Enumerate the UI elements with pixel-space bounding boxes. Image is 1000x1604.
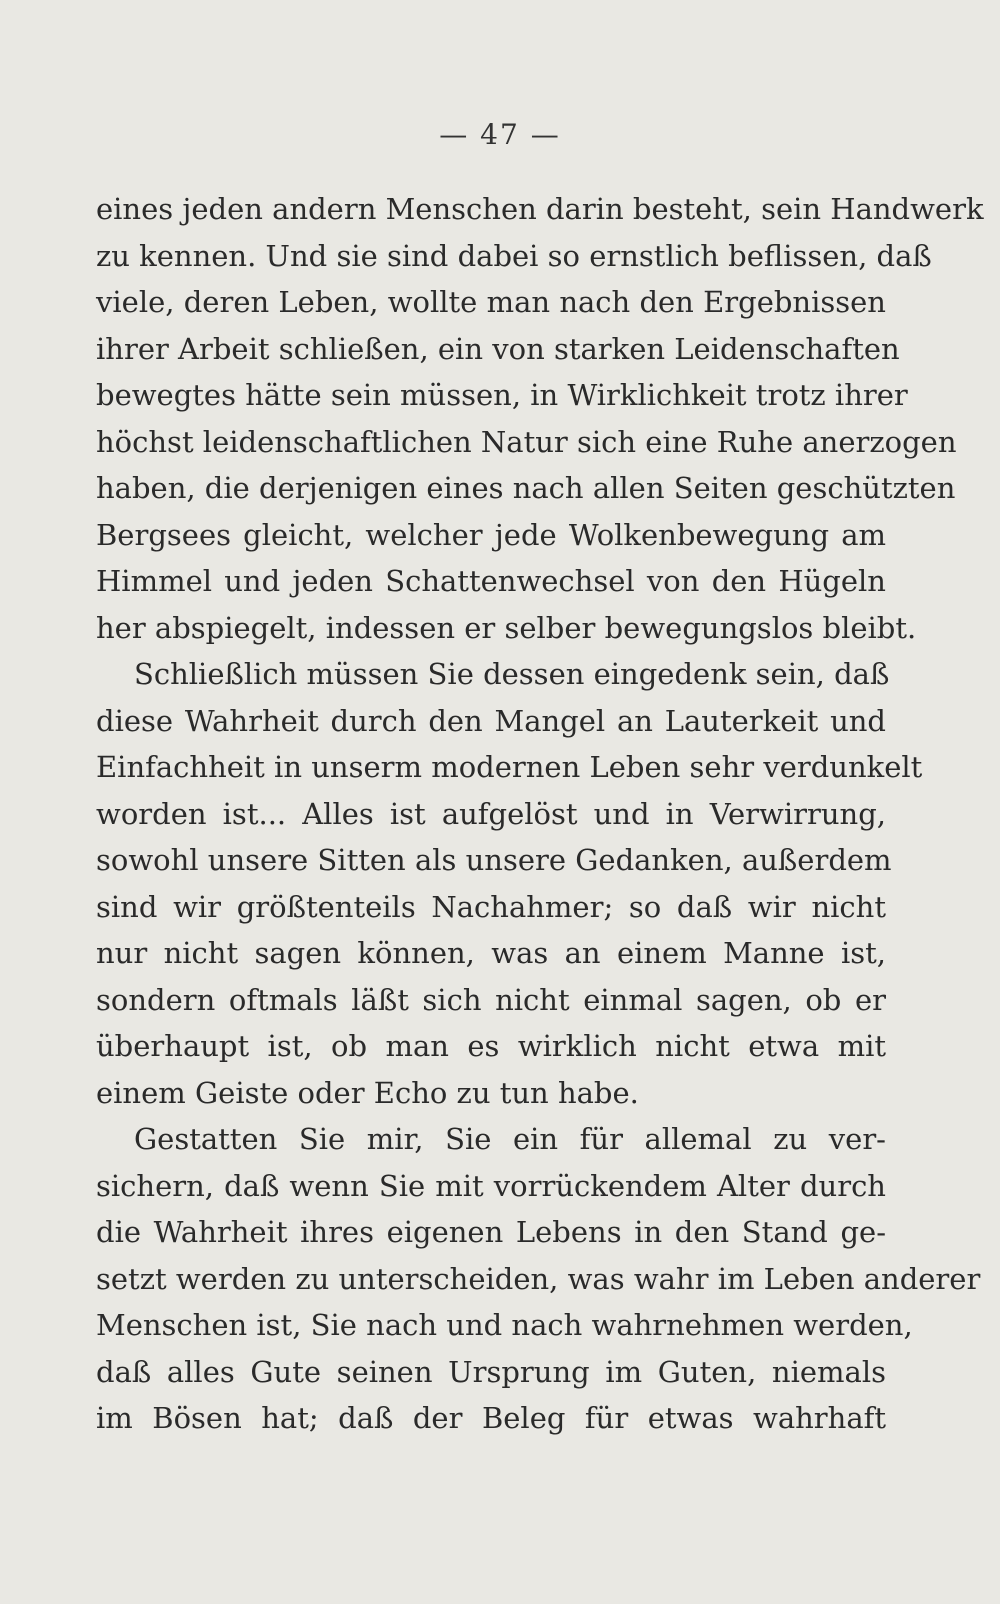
text-line: sondern oftmals läßt sich nicht einmal sagen, ob er bbox=[96, 982, 886, 1017]
text-line: viele, deren Leben, wollte man nach den Ergebnissen bbox=[96, 285, 886, 319]
text-line: ihrer Arbeit schließen, ein von starken Leidenschaften bbox=[96, 331, 900, 366]
text-line: eines jeden andern Menschen darin besteht, sein Handwerk bbox=[96, 192, 984, 226]
paragraph-start-line: Gestatten Sie mir, Sie ein für allemal zu ver- bbox=[134, 1122, 886, 1156]
text-line: haben, die derjenigen eines nach allen Seiten geschützten bbox=[96, 471, 956, 505]
text-line: im Bösen hat; daß der Beleg für etwas wahrhaft bbox=[96, 1401, 886, 1435]
text-line: sowohl unsere Sitten als unsere Gedanken, außerdem bbox=[96, 843, 892, 877]
text-line: setzt werden zu unterscheiden, was wahr im Leben anderer bbox=[96, 1261, 981, 1296]
text-line: höchst leidenschaftlichen Natur sich eine Ruhe anerzogen bbox=[96, 424, 957, 459]
body-text bbox=[96, 186, 984, 1442]
paragraph-start-line: Schließlich müssen Sie dessen eingedenk sein, daß bbox=[134, 657, 890, 691]
text-line: nur nicht sagen können, was an einem Manne ist, bbox=[96, 936, 886, 970]
text-line: sind wir größtenteils Nachahmer; so daß wir nicht bbox=[96, 889, 886, 924]
text-line: überhaupt ist, ob man es wirklich nicht etwa mit bbox=[96, 1029, 886, 1063]
text-line: daß alles Gute seinen Ursprung im Guten, niemals bbox=[96, 1354, 886, 1389]
text-line: Menschen ist, Sie nach und nach wahrnehmen werden, bbox=[96, 1308, 913, 1342]
text-line: die Wahrheit ihres eigenen Lebens in den Stand ge- bbox=[96, 1215, 886, 1249]
text-line: Bergsees gleicht, welcher jede Wolkenbewegung am bbox=[96, 517, 886, 552]
text-line: her abspiegelt, indessen er selber bewegungslos bleibt. bbox=[96, 610, 917, 645]
text-line: bewegtes hätte sein müssen, in Wirklichkeit trotz ihrer bbox=[96, 378, 908, 412]
text-line: worden ist... Alles ist aufgelöst und in Verwirrung, bbox=[96, 796, 886, 831]
page-number: — 47 — bbox=[439, 118, 561, 151]
text-line: Einfachheit in unserm modernen Leben sehr verdunkelt bbox=[96, 750, 923, 784]
text-line: diese Wahrheit durch den Mangel an Lauterkeit und bbox=[96, 703, 886, 738]
text-line: sichern, daß wenn Sie mit vorrückendem Alter durch bbox=[96, 1168, 886, 1203]
text-line: zu kennen. Und sie sind dabei so ernstlich beflissen, daß bbox=[96, 238, 932, 273]
text-line: Himmel und jeden Schattenwechsel von den Hügeln bbox=[96, 564, 886, 598]
text-line: einem Geiste oder Echo zu tun habe. bbox=[96, 1075, 639, 1110]
